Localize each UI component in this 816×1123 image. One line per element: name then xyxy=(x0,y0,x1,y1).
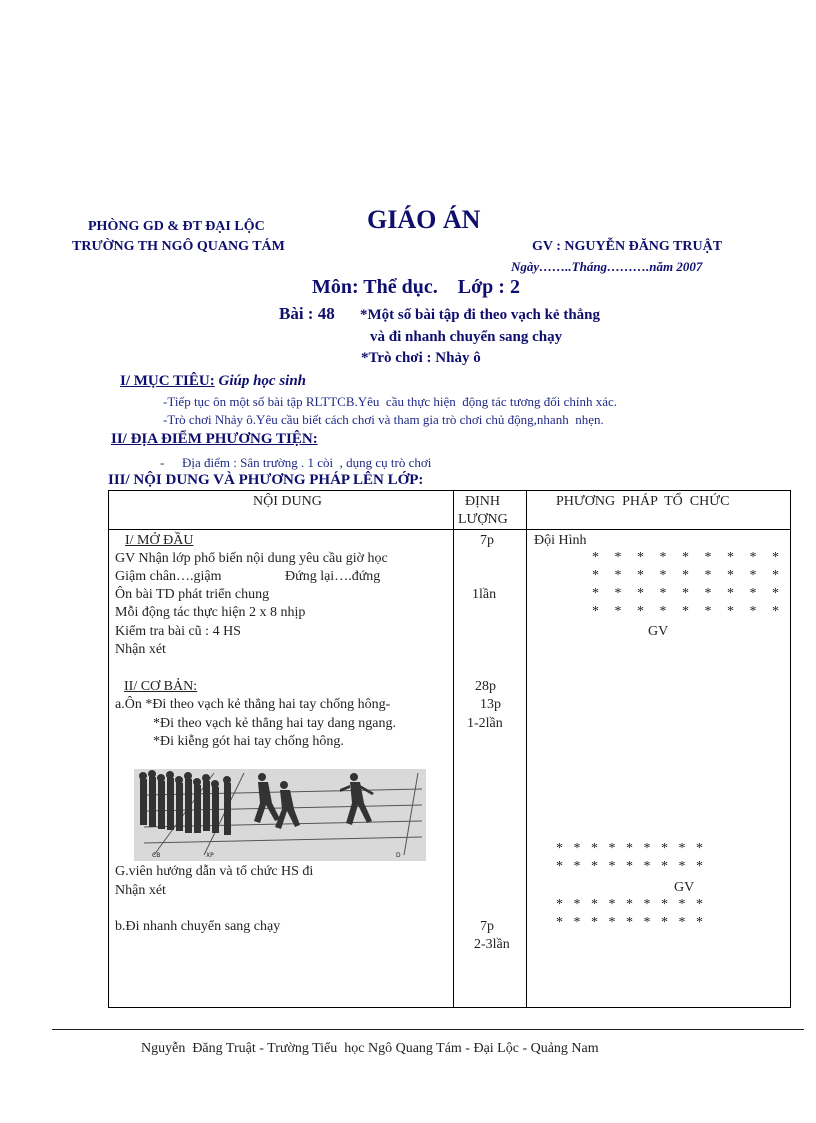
part2-stars-row-3: * * * * * * * * * xyxy=(556,897,703,912)
objectives-heading xyxy=(120,373,306,390)
objective-line-2: -Trò chơi Nhảy ô.Yêu cầu biết cách chơi và tham gia trò chơi chủ động,nhanh nhẹn. xyxy=(163,412,604,427)
part1-line-2b: Đứng lại….đứng xyxy=(285,569,381,584)
part1-line-6: Nhận xét xyxy=(115,642,166,657)
part2-stars-row-4: * * * * * * * * * xyxy=(556,915,703,930)
location-text: Địa điểm : Sân trường . 1 còi , dụng cụ trò chơi xyxy=(182,455,432,470)
part1-line-1: GV Nhận lớp phổ biến nội dung yêu cầu giờ học xyxy=(115,551,388,566)
footer-divider xyxy=(52,1029,804,1030)
department-name: PHÒNG GD & ĐT ĐẠI LỘC xyxy=(88,219,265,234)
part2-line-b: b.Đi nhanh chuyển sang chạy xyxy=(115,919,281,934)
part2-amount-a: 13p xyxy=(480,697,501,712)
table-divider-2 xyxy=(526,491,527,1007)
part2-line-a: a.Ôn *Đi theo vạch kẻ thẳng hai tay chống hông- xyxy=(115,697,391,712)
formation-label: Đội Hình xyxy=(534,533,587,548)
footer-text: Nguyễn Đăng Truật - Trường Tiểu học Ngô Quang Tám - Đại Lộc - Quảng Nam xyxy=(141,1041,599,1056)
lesson-topic-3: *Trò chơi : Nhảy ô xyxy=(361,350,481,366)
formation-gv-1: GV xyxy=(648,624,669,639)
part2-amount-total: 28p xyxy=(475,679,496,694)
objectives-heading-label: I/ MỤC TIÊU: xyxy=(120,373,215,389)
part1-line-5: Kiểm tra bài cũ : 4 HS xyxy=(115,624,241,639)
part1-line-3: Ôn bài TD phát triển chung xyxy=(115,587,270,602)
col-header-amount-2: LƯỢNG xyxy=(458,512,508,527)
col-header-content: NỘI DUNG xyxy=(253,494,322,509)
objective-line-1: -Tiếp tục ôn một số bài tập RLTTCB.Yêu cầu thực hiện động tác tương đối chính xác. xyxy=(163,394,617,409)
part2-line-g1: G.viên hướng dẫn và tổ chức HS đi xyxy=(115,864,314,879)
part1-heading: I/ MỞ ĐẦU xyxy=(125,533,194,548)
part1-amount-2: 1lần xyxy=(472,587,497,602)
part2-line-g2: Nhận xét xyxy=(115,883,166,898)
part1-amount-1: 7p xyxy=(480,533,494,548)
teacher-name: GV : NGUYỄN ĐĂNG TRUẬT xyxy=(532,239,723,254)
formation-stars-row-4: * * * * * * * * * xyxy=(592,604,785,619)
part2-stars-row-2: * * * * * * * * * xyxy=(556,859,703,874)
location-bullet: - xyxy=(160,455,165,470)
lesson-topic-1: *Một số bài tập đi theo vạch kẻ thẳng xyxy=(360,307,601,323)
illus-label-xp: XP xyxy=(206,852,214,859)
walking-exercise-illustration xyxy=(134,769,426,861)
formation-stars-row-1: * * * * * * * * * xyxy=(592,550,785,565)
date-line: Ngày……..Tháng……….năm 2007 xyxy=(511,259,703,274)
part2-heading: II/ CƠ BẢN: xyxy=(124,679,198,694)
col-header-method: PHƯƠNG PHÁP TỔ CHỨC xyxy=(556,494,730,509)
part2-gv: GV xyxy=(674,880,695,895)
page-title: GIÁO ÁN xyxy=(367,205,481,234)
location-heading: II/ ĐỊA ĐIỂM PHƯƠNG TIỆN: xyxy=(111,431,318,447)
formation-stars-row-3: * * * * * * * * * xyxy=(592,586,785,601)
part2-amount-a2: 1-2lần xyxy=(467,716,503,731)
part2-line-a2: *Đi theo vạch kẻ thẳng hai tay dang ngang. xyxy=(153,716,396,731)
content-heading: III/ NỘI DUNG VÀ PHƯƠNG PHÁP LÊN LỚP: xyxy=(108,472,424,488)
school-name: TRƯỜNG TH NGÔ QUANG TÁM xyxy=(72,239,285,254)
part2-amount-b2: 2-3lần xyxy=(474,937,510,952)
lesson-topic-2: và đi nhanh chuyển sang chạy xyxy=(370,329,563,345)
part2-line-a3: *Đi kiễng gót hai tay chống hông. xyxy=(153,734,344,749)
part2-amount-b: 7p xyxy=(480,919,494,934)
walking-illustration-svg xyxy=(134,769,426,861)
table-header-divider xyxy=(109,529,790,530)
part2-stars-row-1: * * * * * * * * * xyxy=(556,841,703,856)
objectives-heading-suffix: Giúp học sinh xyxy=(218,373,307,389)
col-header-amount-1: ĐỊNH xyxy=(465,494,500,509)
illus-label-cb: CB xyxy=(152,852,161,859)
part1-line-4: Mỗi động tác thực hiện 2 x 8 nhịp xyxy=(115,605,306,620)
formation-stars-row-2: * * * * * * * * * xyxy=(592,568,785,583)
lesson-number: Bài : 48 xyxy=(279,304,335,323)
illus-label-d: D xyxy=(396,852,401,859)
part1-line-2: Giậm chân….giậm xyxy=(115,569,222,584)
subject-line: Môn: Thể dục. Lớp : 2 xyxy=(312,276,520,298)
table-divider-1 xyxy=(453,491,454,1007)
